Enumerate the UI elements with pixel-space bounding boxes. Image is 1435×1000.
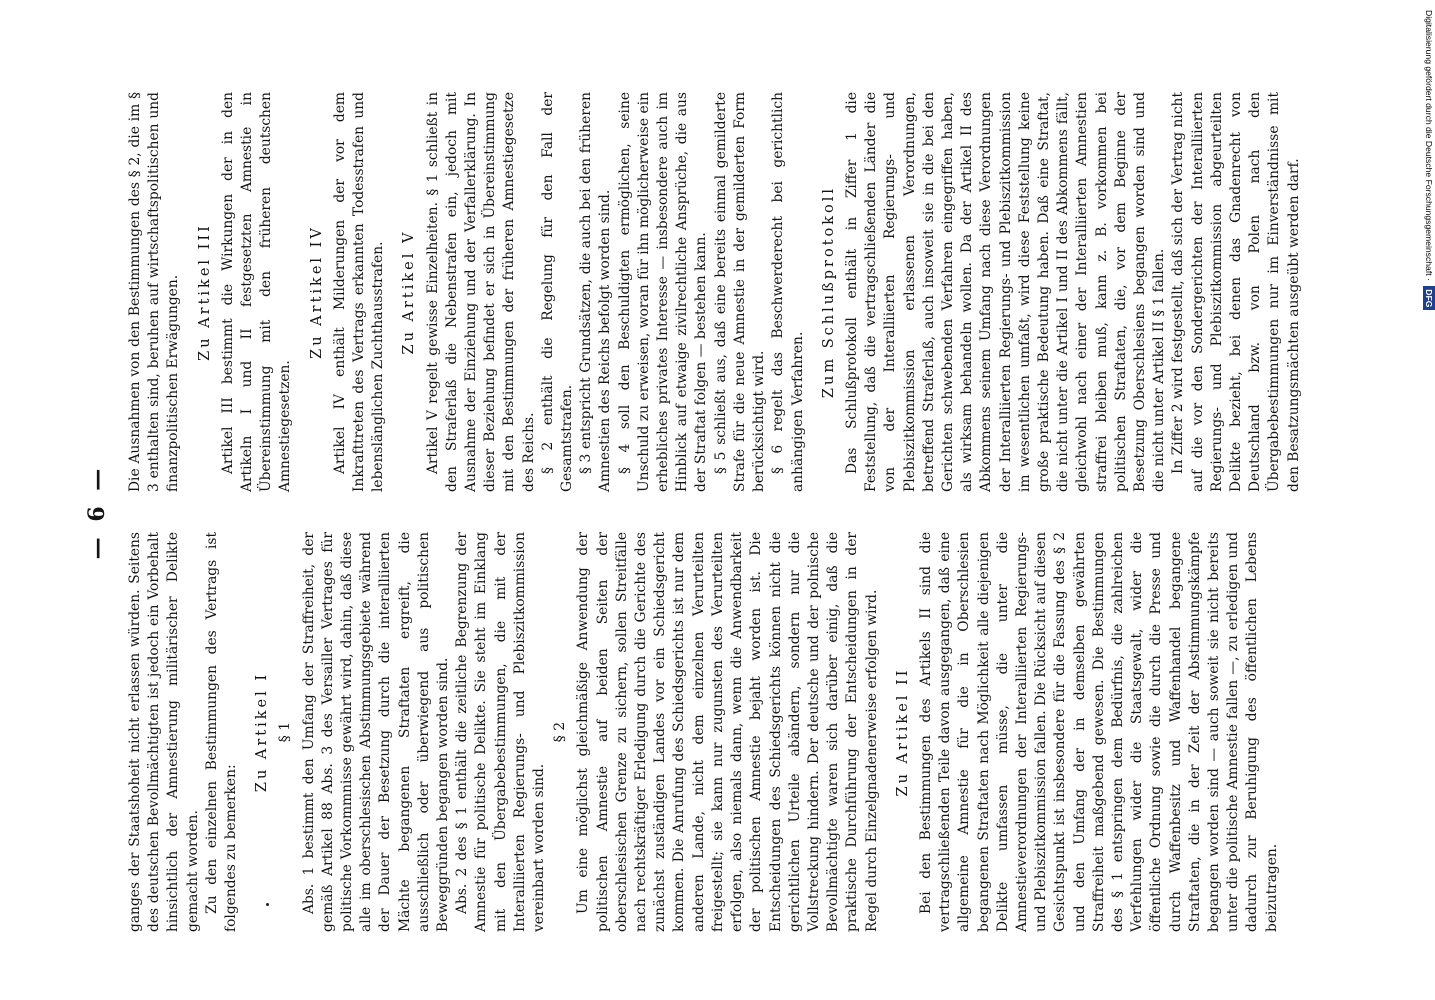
body-paragraph: Artikel III bestimmt die Wirkungen der in den Artikeln I und II festgesetzten Amnestie in Übereinstimmung mit den früheren deutschen Amnestiegesetzen. — [219, 92, 294, 492]
digitization-notice — [1423, 10, 1435, 392]
body-paragraph: § 6 regelt das Beschwerderecht bei gerichtlich anhängigen Verfahren. — [770, 92, 806, 492]
body-paragraph: In Ziffer 2 wird festgestellt, daß sich der Vertrag nicht auf die vor den Sondergerichten der Interalliierten Regierungs- und Plebiszitkommission abgeurteilten Delikte bezieht, bei denen das Gnadenrecht von Deutschland bzw. von Polen nach den Übergabebestimmungen nur im Einverständnisse mit den Besatzungsmächten ausgeübt werden darf. — [1170, 92, 1302, 492]
body-paragraph: § 2 enthält die Regelung für den Fall der Gesamtstrafen. — [539, 92, 576, 492]
digitization-notice-text: Digitalisierung gefördert durch die Deutsche Forschungsgemeinschaft · — [1424, 10, 1434, 281]
body-paragraph: Artikel IV enthält Milderungen der vor dem Inkrafttreten des Vertrags erkannten Todesstrafen und lebenslänglichen Zuchthausstrafen. — [331, 92, 387, 492]
page-number: — 6 — — [84, 464, 110, 560]
body-paragraph: Um eine möglichst gleichmäßige Anwendung der politischen Amnestie auf beiden Seiten der oberschlesischen Grenze zu sichern, sollen Streitfälle nach rechtskräftiger Erledigung durch die Gerichte des zunächst zuständigen Landes vor ein Schiedsgericht kommen. Die Anrufung des Schiedsgerichts ist nur dem anderen Lande, nicht dem einzelnen Verurteilten freigestellt; sie kann nur zugunsten des Verurteilten erfolgen, also niemals dann, wenn die Anwendbarkeit der politischen Amnestie bejaht worden ist. Die Entscheidungen des Schiedsgerichts können nicht die gerichtlichen Urteile abändern, sondern nur die Vollstreckung hindern. Der deutsche und der polnische Bevollmächtigte waren sich darüber einig, daß die praktische Durchführung der Entscheidungen in der Regel durch Einzelgnadenerweise erfolgen wird. — [575, 532, 880, 932]
section-heading: Zum Schlußprotokoll — [820, 185, 837, 399]
body-paragraph: § 4 soll den Beschuldigten ermöglichen, seine Unschuld zu erweisen, woran für ihn möglicherweise ein erhebliches privates Interesse — insbesondere auch im Hinblick auf etwaige zivilrechtliche Ansprüche, die aus der Straftat folgen — bestehen kann. — [616, 92, 710, 492]
ink-dot — [266, 903, 269, 906]
paragraph-marker: § 2 — [552, 721, 569, 743]
section-heading: Zu Artikel I — [254, 671, 271, 793]
body-paragraph: Artikel V regelt gewisse Einzelheiten. § 1 schließt in den Straferlaß die Nebenstrafen ein, jedoch mit Ausnahme der Einziehung und der Verfallerklärung. In dieser Beziehung befindet er sich in Übereinstimmung mit den Bestimmungen der früheren Amnestiegesetze des Reichs. — [424, 92, 537, 492]
left-text-column — [126, 532, 1280, 932]
section-heading: Zu Artikel III — [196, 223, 213, 361]
dfg-logo: DFG — [1423, 286, 1435, 310]
body-paragraph: Das Schlußprotokoll enthält in Ziffer 1 die Feststellung, daß die vertragschließenden Länder die von der Interalliierten Regierungs- und Plebiszitkommission erlassenen Verordnungen, betreffend Straferlaß, auch insoweit sie in die bei den Gerichten schwebenden Verfahren eingegriffen haben, als wirksam behandeln wollen. Da der Artikel II des Abkommens seinem Umfang nach diese Verordnungen der Interalliierten Regierungs- und Plebiszitkommission im wesentlichen umfaßt, wird diese Feststellung keine große praktische Bedeutung haben. Daß eine Straftat, die nicht unter die Artikel I und II des Abkommens fällt, gleichwohl nach einer der Interalliierten Amnestien straffrei bleiben muß, kann z. B. vorkommen bei politischen Straftaten, die, vor dem Beginne der Besetzung Oberschlesiens begangen worden sind und die nicht unter Artikel II § 1 fallen. — [843, 92, 1168, 492]
body-paragraph: Die Ausnahmen von den Bestimmungen des § 2, die im § 3 enthalten sind, beruhen auf wirtschaftspolitischen und finanzpolitischen Erwägungen. — [127, 92, 182, 492]
section-heading: Zu Artikel II — [894, 667, 911, 797]
body-paragraph: Abs. 2 des § 1 enthält die zeitliche Begrenzung der Amnestie für politische Delikte. Sie steht im Einklang mit den Übergabebestimmungen, die mit der Interalliierten Regierungs- und Plebiszitkommission vereinbart worden sind. — [454, 532, 548, 932]
right-text-column — [126, 92, 1302, 492]
body-paragraph: Bei den Bestimmungen des Artikels II sind die vertragschließenden Teile davon ausgegangen, daß eine allgemeine Amnestie für die in Oberschlesien begangenen Straftaten nach Möglichkeit alle diejenigen Delikte umfassen müsse, die unter die Amnestieverordnungen der Interalliierten Regierungs- und Plebiszitkommission fallen. Die Rücksicht auf diesen Gesichtspunkt ist insbesondere für die Fassung des § 2 und den Umfang der in demselben gewährten Straffreiheit maßgebend gewesen. Die Bestimmungen des § 1 entspringen dem Bedürfnis, die zahlreichen Verfehlungen wider die Staatsgewalt, wider die öffentliche Ordnung sowie die durch die Presse und durch Waffenbesitz und Waffenhandel begangene Straftaten, die in der Zeit der Abstimmungskämpfe begangen worden sind — auch soweit sie nicht bereits unter die politische Amnestie fallen —, zu erledigen und dadurch zur Beruhigung des öffentlichen Lebens beizutragen. — [917, 532, 1280, 932]
section-heading: Zu Artikel V — [401, 229, 418, 355]
body-paragraph: ganges der Staatshoheit nicht erlassen würden. Seitens des deutschen Bevollmächtigten ist jedoch ein Vorbehalt hinsichtlich der Amnestierung militärischer Delikte gemacht worden. — [127, 532, 201, 932]
section-heading: Zu Artikel IV — [308, 225, 325, 359]
body-paragraph: Abs. 1 bestimmt den Umfang der Straffreiheit, der gemäß Artikel 88 Abs. 3 des Versailler Vertrages für politische Vorkommnisse gewährt wird, dahin, daß diese alle im oberschlesischen Abstimmungsgebiete während der Dauer der Besetzung durch die interalliierten Mächte begangenen Straftaten ergreift, die ausschließlich oder überwiegend aus politischen Beweggründen begangen worden sind. — [300, 532, 452, 932]
body-paragraph: Zu den einzelnen Bestimmungen des Vertrags ist folgendes zu bemerken: — [203, 532, 240, 932]
paragraph-marker: § 1 — [277, 721, 294, 743]
body-paragraph: § 5 schließt aus, daß eine bereits einmal gemilderte Strafe für die neue Amnestie in der gemilderten Form berücksichtigt wird. — [712, 92, 768, 492]
body-paragraph: § 3 entspricht Grundsätzen, die auch bei den früheren Amnestien des Reichs befolgt worden sind. — [578, 92, 614, 492]
rotated-document-page — [82, 92, 1302, 932]
